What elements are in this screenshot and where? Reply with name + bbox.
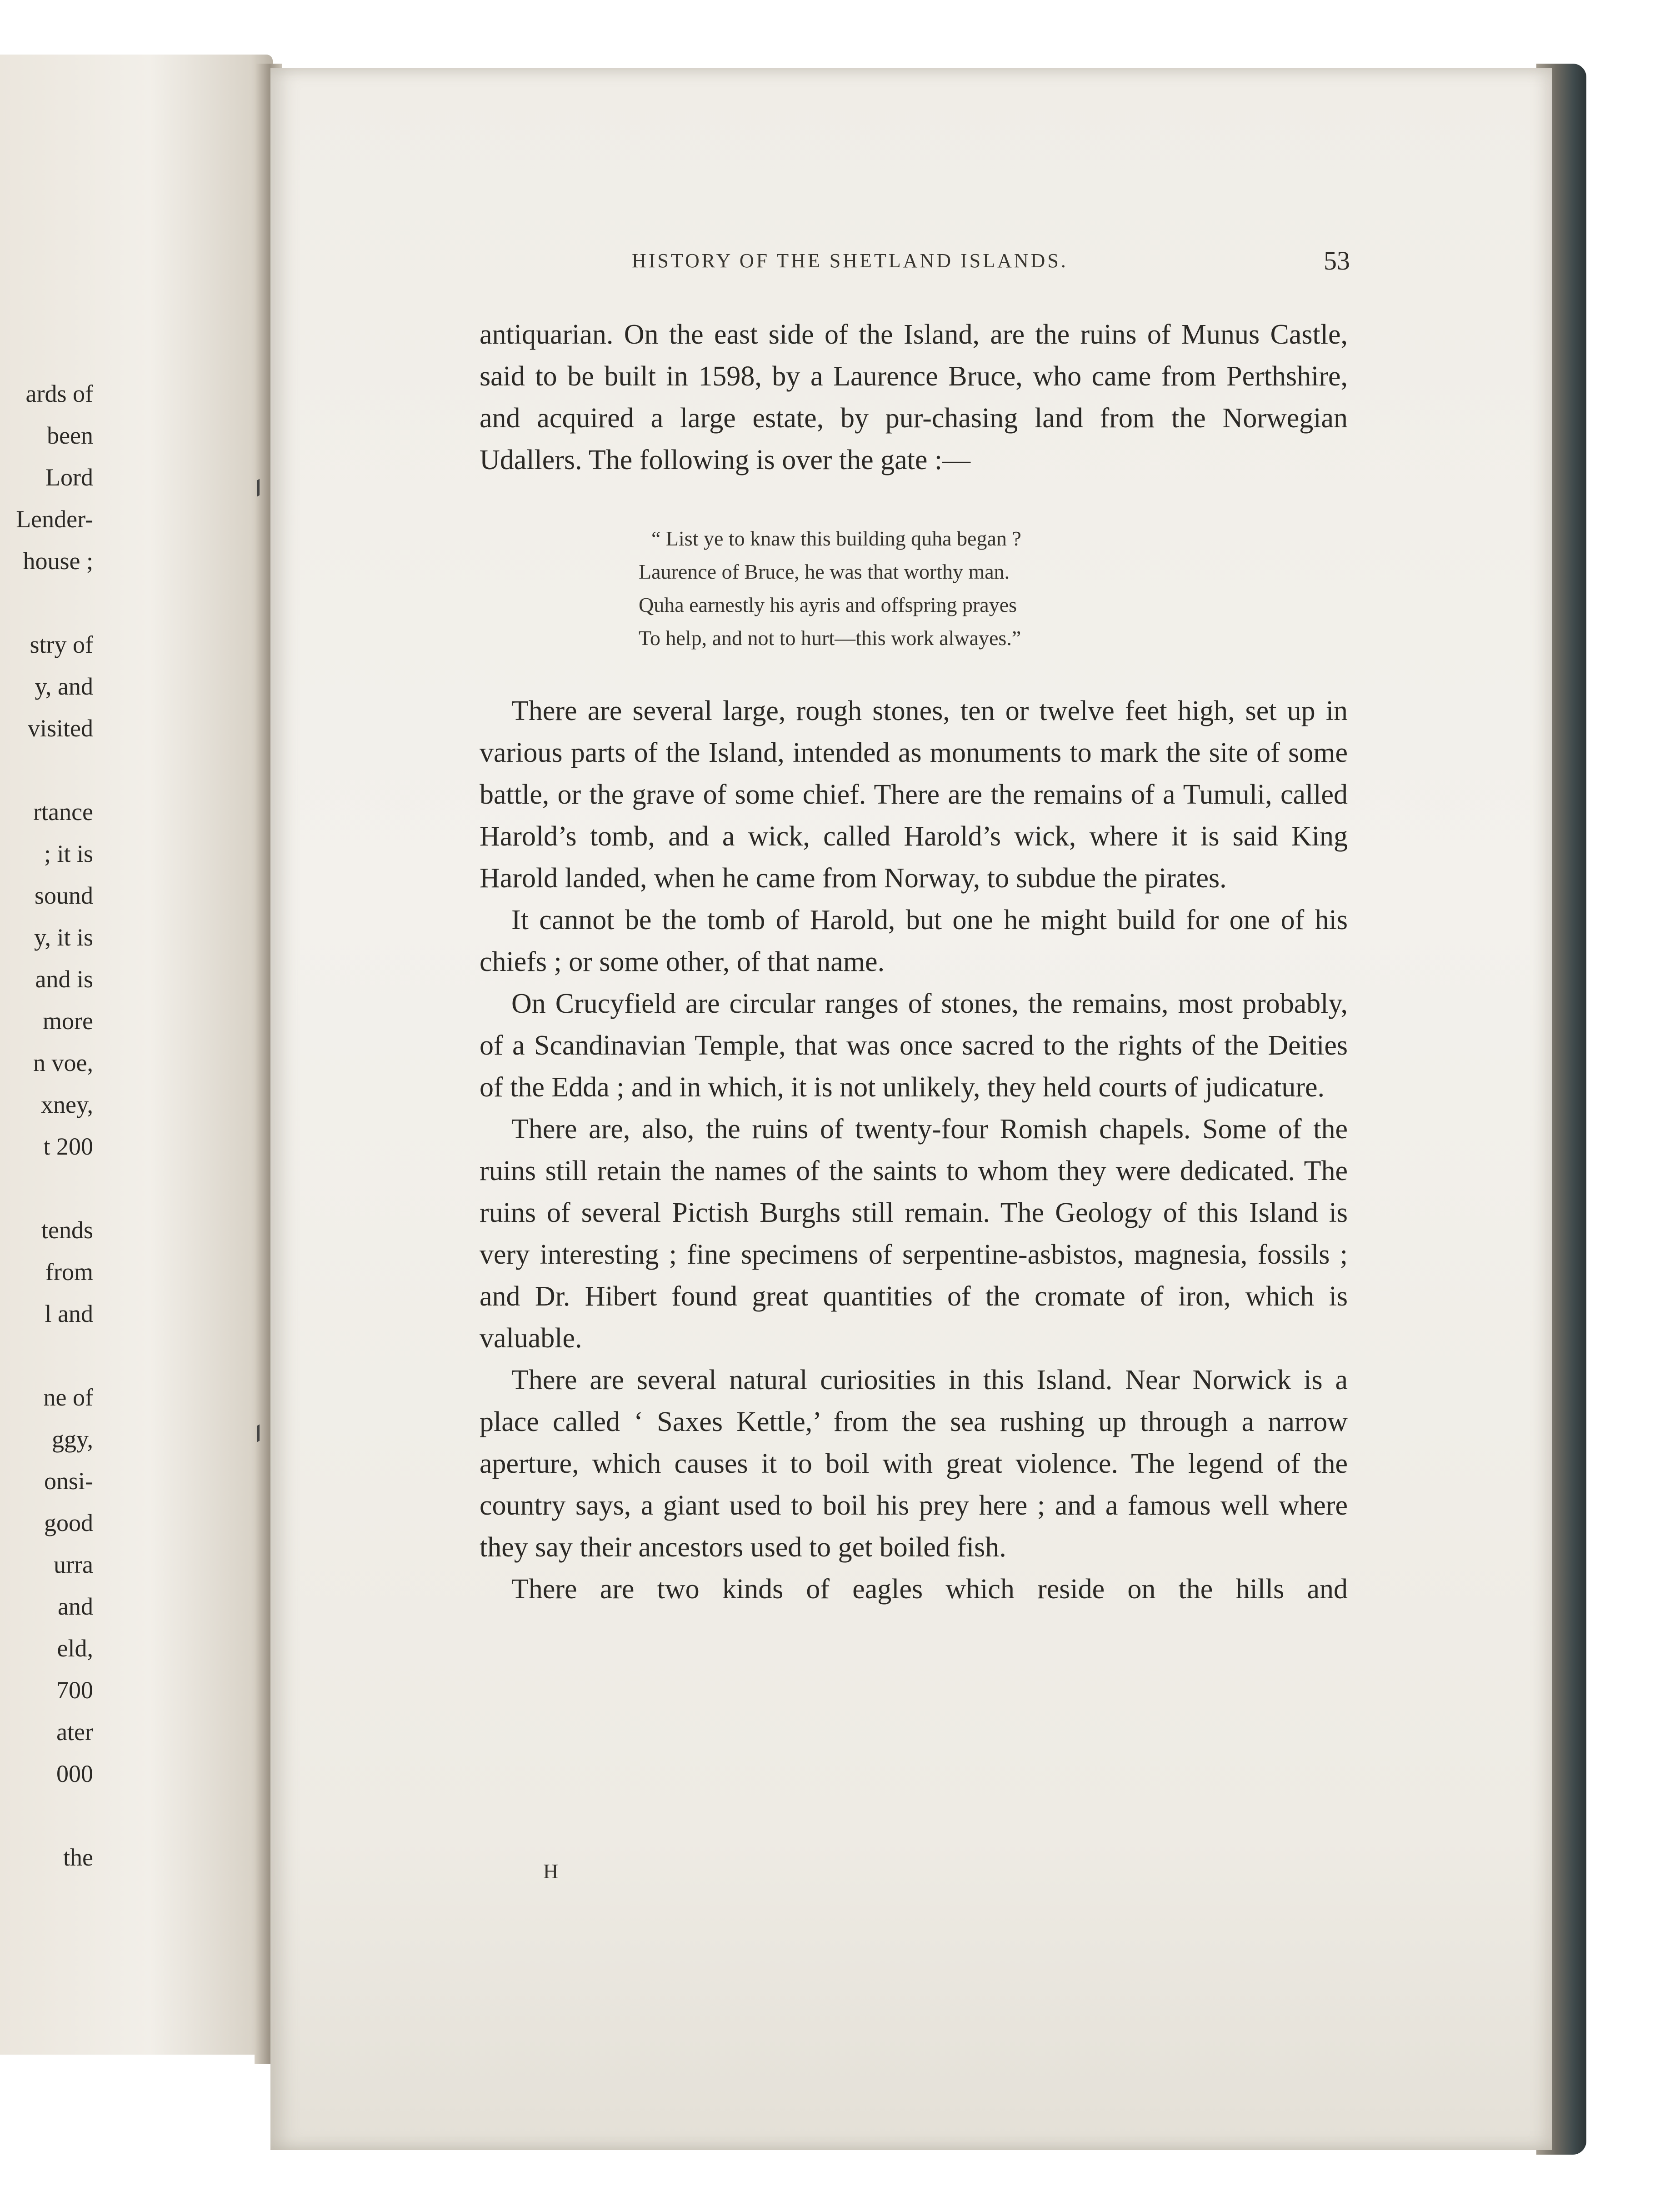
paragraph: There are several natural curiosities in this Island. Near Norwick is a place called ‘ Saxes Kettle,’ from the sea rushing up through a narrow aperture, which causes it to boil with great violence. The legend of the country says, a giant used to boil his prey here ; and a famous well where they say their ancestors used to get boiled fish.: [480, 1365, 1348, 1563]
paragraph: On Crucyfield are circular ranges of stones, the remains, most probably, of a Scandinavian Temple, that was once sacred to the rights of the Deities of the Edda ; and in which, it is not unlikely, they held courts of judicature.: [480, 988, 1348, 1103]
left-page-line: rtance: [33, 798, 93, 825]
page-number: 53: [1324, 246, 1350, 275]
left-page-line: y, it is: [34, 924, 93, 951]
left-page-line: onsi-: [44, 1467, 93, 1495]
left-page-line: more: [43, 1007, 93, 1035]
left-page-line: 700: [56, 1676, 93, 1704]
left-page-line: eld,: [57, 1635, 93, 1662]
left-page-line: been: [47, 422, 93, 449]
left-page-line: stry of: [30, 631, 93, 658]
left-page-line: [0, 1795, 93, 1836]
paragraph: antiquarian. On the east side of the Island, are the ruins of Munus Castle, said to be built in 1598, by a Laurence Bruce, who came from Perthshire, and acquired a large estate, by pur-chasing land from the Norwegian Udallers. The following is over the gate :—: [480, 319, 1348, 475]
verse-line: Laurence of Bruce, he was that worthy man.: [639, 560, 1010, 583]
left-page-line: the: [63, 1844, 93, 1871]
left-page-line: and is: [35, 965, 93, 993]
left-page-line: [0, 1335, 93, 1376]
verse-line: “ List ye to knaw this building quha began ?: [651, 527, 1021, 550]
left-page-line: n voe,: [33, 1049, 93, 1076]
left-page-line: urra: [54, 1551, 93, 1578]
running-head: HISTORY OF THE SHETLAND ISLANDS.: [632, 250, 1068, 272]
left-page-line: visited: [28, 715, 93, 742]
left-page-line: ; it is: [44, 840, 93, 867]
left-page-line: and: [58, 1593, 93, 1620]
left-page-line: ater: [56, 1718, 93, 1746]
left-page-line: from: [45, 1258, 93, 1286]
left-page-line: [0, 582, 93, 624]
left-page-line: good: [44, 1509, 93, 1536]
left-page-line: house ;: [23, 547, 93, 575]
verse-line: To help, and not to hurt—this work alwayes.”: [639, 626, 1021, 650]
left-page-line: Lord: [45, 464, 93, 491]
left-page-line: tends: [41, 1216, 93, 1244]
gate-inscription-verse: [639, 522, 1348, 655]
left-page-line: Lender-: [16, 505, 93, 533]
left-page-line: 000: [56, 1760, 93, 1787]
left-page-line: xney,: [41, 1091, 93, 1118]
left-page-line: ggy,: [52, 1426, 93, 1453]
left-page: [0, 55, 273, 2055]
paragraph: There are two kinds of eagles which reside on the hills and: [511, 1574, 1348, 1605]
left-page-line: t 200: [43, 1133, 93, 1160]
paragraph: It cannot be the tomb of Harold, but one he might build for one of his chiefs ; or some other, of that name.: [480, 905, 1348, 977]
left-page-line: [0, 1167, 93, 1209]
paragraph: There are several large, rough stones, ten or twelve feet high, set up in various parts of the Island, intended as monuments to mark the site of some battle, or the grave of some chief. There are the remains of a Tumuli, called Harold’s tomb, and a wick, called Harold’s wick, where it is said King Harold landed, when he came from Norway, to subdue the pirates.: [480, 695, 1348, 894]
verse-line: Quha earnestly his ayris and offspring prayes: [639, 593, 1017, 616]
left-page-text: [0, 373, 93, 1878]
left-page-line: sound: [34, 882, 93, 909]
paragraph: There are, also, the ruins of twenty-four Romish chapels. Some of the ruins still retain the names of the saints to whom they were dedicated. The ruins of several Pictish Burghs still remain. The Geology of this Island is very interesting ; fine specimens of serpentine-asbistos, magnesia, fossils ; and Dr. Hibert found great quantities of the cromate of iron, which is valuable.: [480, 1114, 1348, 1354]
left-page-line: ards of: [25, 380, 93, 407]
left-page-line: l and: [45, 1300, 93, 1327]
left-page-line: y, and: [35, 673, 93, 700]
page-body: [480, 314, 1348, 1610]
left-page-line: [0, 749, 93, 791]
left-page-line: ne of: [43, 1384, 93, 1411]
signature-mark: H: [543, 1860, 559, 1883]
